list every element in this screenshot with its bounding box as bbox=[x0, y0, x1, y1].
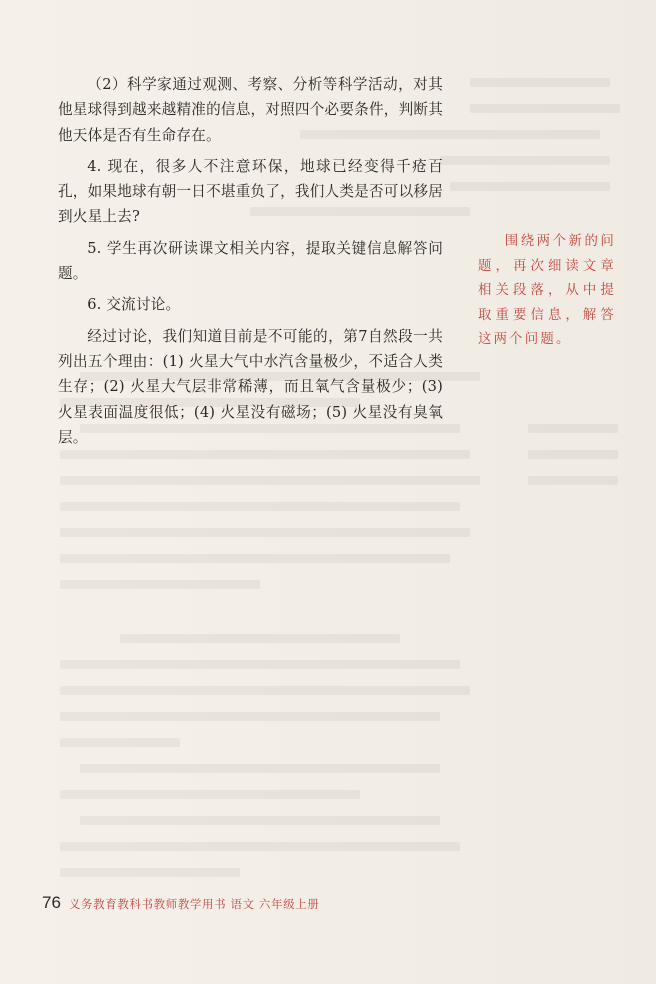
main-text-block bbox=[58, 72, 443, 456]
book-title: 义务教育教科书教师教学用书 语文 六年级上册 bbox=[68, 897, 320, 911]
paragraph-question-4: 4. 现在，很多人不注意环保，地球已经变得千疮百孔，如果地球有朝一日不堪重负了，我们人类是否可以移居到火星上去? bbox=[58, 157, 443, 226]
page-number: 76 bbox=[42, 893, 61, 912]
paragraph-step-5: 5. 学生再次研读课文相关内容，提取关键信息解答问题。 bbox=[58, 239, 443, 283]
margin-annotation: 围绕两个新的问题，再次细读文章相关段落，从中提取重要信息，解答这两个问题。 bbox=[478, 234, 616, 347]
page-footer bbox=[42, 893, 319, 913]
paragraph-step-6: 6. 交流讨论。 bbox=[87, 296, 181, 314]
paragraph-2-scientists: （2）科学家通过观测、考察、分析等科学活动，对其他星球得到越来越精准的信息，对照四个必要条件，判断其他天体是否有生命存在。 bbox=[58, 76, 443, 144]
paragraph-discussion-result: 经过讨论，我们知道目前是不可能的，第7自然段一共列出五个理由：(1) 火星大气中水汽含量极少，不适合人类生存；(2) 火星大气层非常稀薄，而且氧气含量极少；(3) 火星表面温度很低；(4) 火星没有磁场；(5) 火星没有臭氧层。 bbox=[58, 327, 443, 446]
